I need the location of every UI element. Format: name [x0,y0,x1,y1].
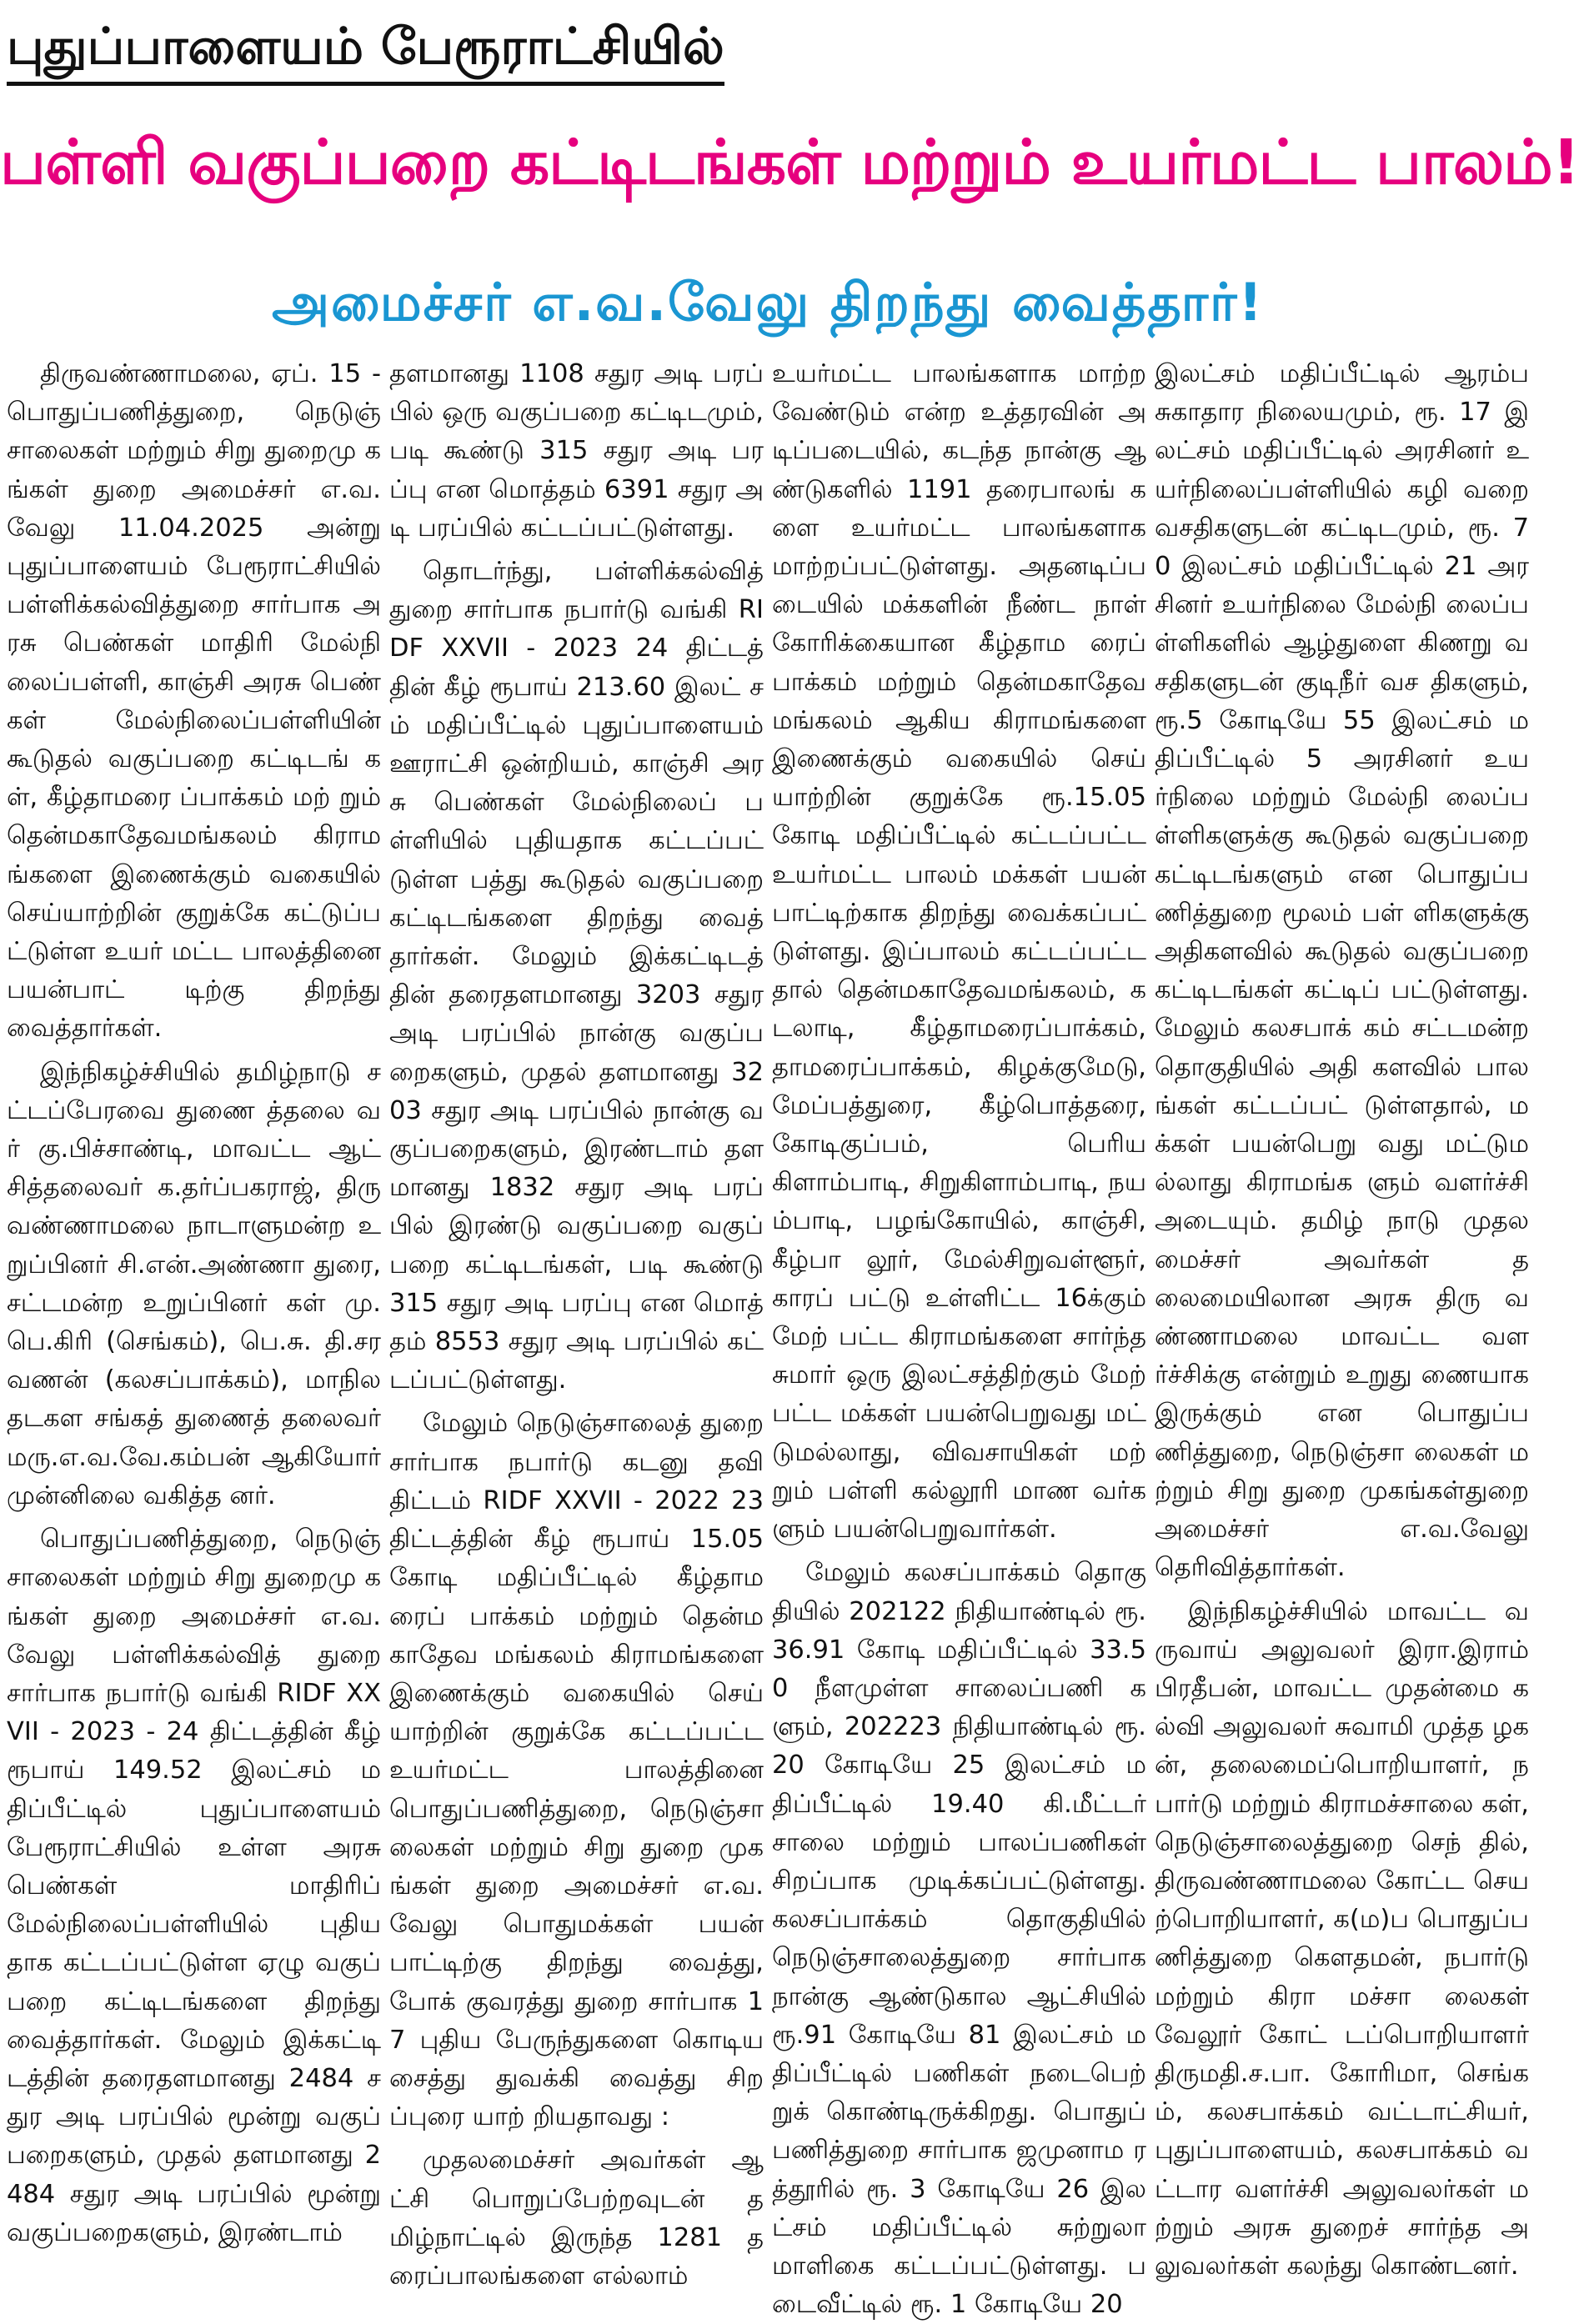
article-body [7,355,1529,2320]
column-3 [772,355,1146,2320]
subheadline: அமைச்சர் எ.வ.வேலு திறந்து வைத்தார்! [272,272,1264,333]
paragraph: திருவண்ணாமலை, ஏப். 15 - பொதுப்பணித்துறை, நெடுஞ் சாலைகள் மற்றும் சிறு துறைமு கங்கள் துறை அமைச்சர் எ.வ.வேலு 11.04.2025 அன்று புதுப்பாளையம் பேரூராட்சியில் பள்ளிக்கல்வித்துறை சார்பாக அரசு பெண்கள் மாதிரி மேல்நி லைப்பள்ளி, காஞ்சி அரசு பெண் கள் மேல்நிலைப்பள்ளியின் கூடுதல் வகுப்பறை கட்டிடங் கள், கீழ்தாமரை ப்பாக்கம் மற் றும் தென்மகாதேவமங்கலம் கிராமங்களை இணைக்கும் வகையில் செய்யாற்றின் குறுக்கே கட்டுப்பட்டுள்ள உயர் மட்ட பாலத்தினை பயன்பாட் டிற்கு திறந்து வைத்தார்கள். [7,359,381,1044]
headline: பள்ளி வகுப்பறை கட்டிடங்கள் மற்றும் உயர்மட்ட பாலம்! [0,127,1579,198]
paragraph: தளமானது 1108 சதுர அடி பரப் பில் ஒரு வகுப்பறை கட்டிடமும், படி கூண்டு 315 சதுர அடி பரப்பு என மொத்தம் 6391 சதுர அடி பரப்பில் கட்டப்பட்டுள்ளது. [389,359,764,543]
paragraph: மேலும் கலசப்பாக்கம் தொகு தியில் 202122 நிதியாண்டில் ரூ. 36.91 கோடி மதிப்பீட்டில் 33.50 நீளமுள்ள சாலைப்பணி களும், 202223 நிதியாண்டில் ரூ.20 கோடியே 25 இலட்சம் மதிப்பீட்டில் 19.40 கி.மீட்டர் சாலை மற்றும் பாலப்பணிகள் சிறப்பாக முடிக்கப்பட்டுள்ளது. கலசப்பாக்கம் தொகுதியில் நெடுஞ்சாலைத்துறை சார்பாக நான்கு ஆண்டுகால ஆட்சியில் ரூ.91 கோடியே 81 இலட்சம் மதிப்பீட்டில் பணிகள் நடைபெற் றுக் கொண்டிருக்கிறது. பொதுப் பணித்துறை சார்பாக ஜமுனாம ரத்தூரில் ரூ. 3 கோடியே 26 இலட்சம் மதிப்பீட்டில் சுற்றுலா மாளிகை கட்டப்பட்டுள்ளது. படைவீட்டில் ரூ. 1 கோடியே 20 [772,1558,1146,2320]
column-1 [7,355,381,2247]
paragraph: முதலமைச்சர் அவர்கள் ஆட்சி பொறுப்பேற்றவுடன் தமிழ்நாட்டில் இருந்த 1281 தரைப்பாலங்களை எல்லாம் [389,2146,764,2291]
kicker-heading: புதுப்பாளையம் பேரூராட்சியில் [7,15,724,86]
paragraph: இலட்சம் மதிப்பீட்டில் ஆரம்ப சுகாதார நிலையமும், ரூ. 17 இலட்சம் மதிப்பீட்டில் அரசினர் உயர்நிலைப்பள்ளியில் கழி வறை வசதிகளுடன் கட்டிடமும், ரூ. 70 இலட்சம் மதிப்பீட்டில் 21 அரசினர் உயர்நிலை மேல்நி லைப்பள்ளிகளில் ஆழ்துளை கிணறு வசதிகளுடன் குடிநீர் வச திகளும், ரூ.5 கோடியே 55 இலட்சம் மதிப்பீட்டில் 5 அரசினர் உயர்நிலை மற்றும் மேல்நி லைப்பள்ளிகளுக்கு கூடுதல் வகுப்பறை கட்டிடங்களும் என பொதுப்பணித்துறை மூலம் பள் ளிகளுக்கு அதிகளவில் கூடுதல் வகுப்பறை கட்டிடங்கள் கட்டிப் பட்டுள்ளது. மேலும் கலசபாக் கம் சட்டமன்ற தொகுதியில் அதி களவில் பாலங்கள் கட்டப்பட் டுள்ளதால், மக்கள் பயன்பெறு வது மட்டுமல்லாது கிராமங்க ளும் வளர்ச்சி அடையும். தமிழ் நாடு முதலமைச்சர் அவர்கள் தலைமையிலான அரசு திரு வண்ணாமலை மாவட்ட வளர்ச்சிக்கு என்றும் உறுது ணையாக இருக்கும் என பொதுப்பணித்துறை, நெடுஞ்சா லைகள் மற்றும் சிறு துறை முகங்கள்துறை அமைச்சர் எ.வ.வேலு தெரிவித்தார்கள். [1155,359,1529,1583]
paragraph: மேலும் நெடுஞ்சாலைத் துறை சார்பாக நபார்டு கடனு தவி திட்டம் RIDF XXVII - 2022 23 திட்டத்தின் கீழ் ரூபாய் 15.05 கோடி மதிப்பீட்டில் கீழ்தாம ரைப் பாக்கம் மற்றும் தென்மகாதேவ மங்கலம் கிராமங்களை இணைக்கும் வகையில் செய் யாற்றின் குறுக்கே கட்டப்பட்ட உயர்மட்ட பாலத்தினை பொதுப்பணித்துறை, நெடுஞ்சா லைகள் மற்றும் சிறு துறை முகங்கள் துறை அமைச்சர் எ.வ.வேலு பொதுமக்கள் பயன் பாட்டிற்கு திறந்து வைத்து, போக் குவரத்து துறை சார்பாக 17 புதிய பேருந்துகளை கொடியசைத்து துவக்கி வைத்து சிறப்புரை யாற் றியதாவது : [389,1409,764,2132]
paragraph: இந்நிகழ்ச்சியில் மாவட்ட வருவாய் அலுவலர் இரா.இராம் பிரதீபன், மாவட்ட முதன்மை கல்வி அலுவலர் சுவாமி முத்த ழகன், தலைமைப்பொறியாளர், நபார்டு மற்றும் கிராமச்சாலை கள், நெடுஞ்சாலைத்துறை செந் தில், திருவண்ணாமலை கோட்ட செயற்பொறியாளர், க(ம)ப பொதுப்பணித்துறை கௌதமன், நபார்டு மற்றும் கிரா மச்சா லைகள் வேலூர் கோட் டப்பொறியாளர் திருமதி.ச.பா. கோரிமா, செங்கம், கலசபாக்கம் வட்டாட்சியர், புதுப்பாளையம், கலசபாக்கம் வட்டார வளர்ச்சி அலுவலர்கள் மற்றும் அரசு துறைச் சார்ந்த அலுவலர்கள் கலந்து கொண்டனர். [1155,1596,1529,2281]
column-4 [1155,355,1529,2281]
paragraph: உயர்மட்ட பாலங்களாக மாற்ற வேண்டும் என்ற உத்தரவின் அடிப்படையில், கடந்த நான்கு ஆண்டுகளில் 1191 தரைபாலங் களை உயர்மட்ட பாலங்களாக மாற்றப்பட்டுள்ளது. அதனடிப்ப டையில் மக்களின் நீண்ட நாள் கோரிக்கையான கீழ்தாம ரைப் பாக்கம் மற்றும் தென்மகாதேவ மங்கலம் ஆகிய கிராமங்களை இணைக்கும் வகையில் செய் யாற்றின் குறுக்கே ரூ.15.05 கோடி மதிப்பீட்டில் கட்டப்பட்ட உயர்மட்ட பாலம் மக்கள் பயன் பாட்டிற்காக திறந்து வைக்கப்பட் டுள்ளது. இப்பாலம் கட்டப்பட்ட தால் தென்மகாதேவமங்கலம், கடலாடி, கீழ்தாமரைப்பாக்கம், தாமரைப்பாக்கம், கிழக்குமேடு, மேப்பத்துரை, கீழ்பொத்தரை, கோடிகுப்பம், பெரியகிளாம்பாடி, சிறுகிளாம்பாடி, நயம்பாடி, பழங்கோயில், காஞ்சி, கீழ்பா லூர், மேல்சிறுவள்ளூர், காரப் பட்டு உள்ளிட்ட 16க்கும் மேற் பட்ட கிராமங்களை சார்ந்த சுமார் ஒரு இலட்சத்திற்கும் மேற் பட்ட மக்கள் பயன்பெறுவது மட் டுமல்லாது, விவசாயிகள் மற் றும் பள்ளி கல்லூரி மாண வர்களும் பயன்பெறுவார்கள். [772,359,1146,1545]
paragraph: தொடர்ந்து, பள்ளிக்கல்வித் துறை சார்பாக நபார்டு வங்கி RIDF XXVII - 2023 24 திட்டத் தின் கீழ் ரூபாய் 213.60 இலட் சம் மதிப்பீட்டில் புதுப்பாளையம் ஊராட்சி ஒன்றியம், காஞ்சி அரசு பெண்கள் மேல்நிலைப் பள்ளியில் புதியதாக கட்டப்பட் டுள்ள பத்து கூடுதல் வகுப்பறை கட்டிடங்களை திறந்து வைத் தார்கள். மேலும் இக்கட்டிடத் தின் தரைதளமானது 3203 சதுர அடி பரப்பில் நான்கு வகுப்ப றைகளும், முதல் தளமானது 3203 சதுர அடி பரப்பில் நான்கு வகுப்பறைகளும், இரண்டாம் தளமானது 1832 சதுர அடி பரப் பில் இரண்டு வகுப்பறை வகுப் பறை கட்டிடங்கள், படி கூண்டு 315 சதுர அடி பரப்பு என மொத் தம் 8553 சதுர அடி பரப்பில் கட் டப்பட்டுள்ளது. [389,557,764,1395]
column-2 [389,355,764,2291]
paragraph: பொதுப்பணித்துறை, நெடுஞ் சாலைகள் மற்றும் சிறு துறைமு கங்கள் துறை அமைச்சர் எ.வ.வேலு பள்ளிக்கல்வித் துறை சார்பாக நபார்டு வங்கி RIDF XXVII - 2023 - 24 திட்டத்தின் கீழ் ரூபாய் 149.52 இலட்சம் மதிப்பீட்டில் புதுப்பாளையம் பேரூராட்சியில் உள்ள அரசு பெண்கள் மாதிரிப் மேல்நிலைப்பள்ளியில் புதிய தாக கட்டப்பட்டுள்ள ஏழு வகுப் பறை கட்டிடங்களை திறந்து வைத்தார்கள். மேலும் இக்கட்டி டத்தின் தரைதளமானது 2484 சதுர அடி பரப்பில் மூன்று வகுப் பறைகளும், முதல் தளமானது 2484 சதுர அடி பரப்பில் மூன்று வகுப்பறைகளும், இரண்டாம் [7,1525,381,2247]
paragraph: இந்நிகழ்ச்சியில் தமிழ்நாடு சட்டப்பேரவை துணை த்தலை வர் கு.பிச்சாண்டி, மாவட்ட ஆட் சித்தலைவர் க.தர்ப்பகராஜ், திரு வண்ணாமலை நாடாளுமன்ற உறுப்பினர் சி.என்.அண்ணா துரை, சட்டமன்ற உறுப்பினர் கள் மு.பெ.கிரி (செங்கம்), பெ.சு. தி.சரவணன் (கலசப்பாக்கம்), மாநில தடகள சங்கத் துணைத் தலைவர் மரு.எ.வ.வே.கம்பன் ஆகியோர் முன்னிலை வகித்த னர். [7,1057,381,1510]
